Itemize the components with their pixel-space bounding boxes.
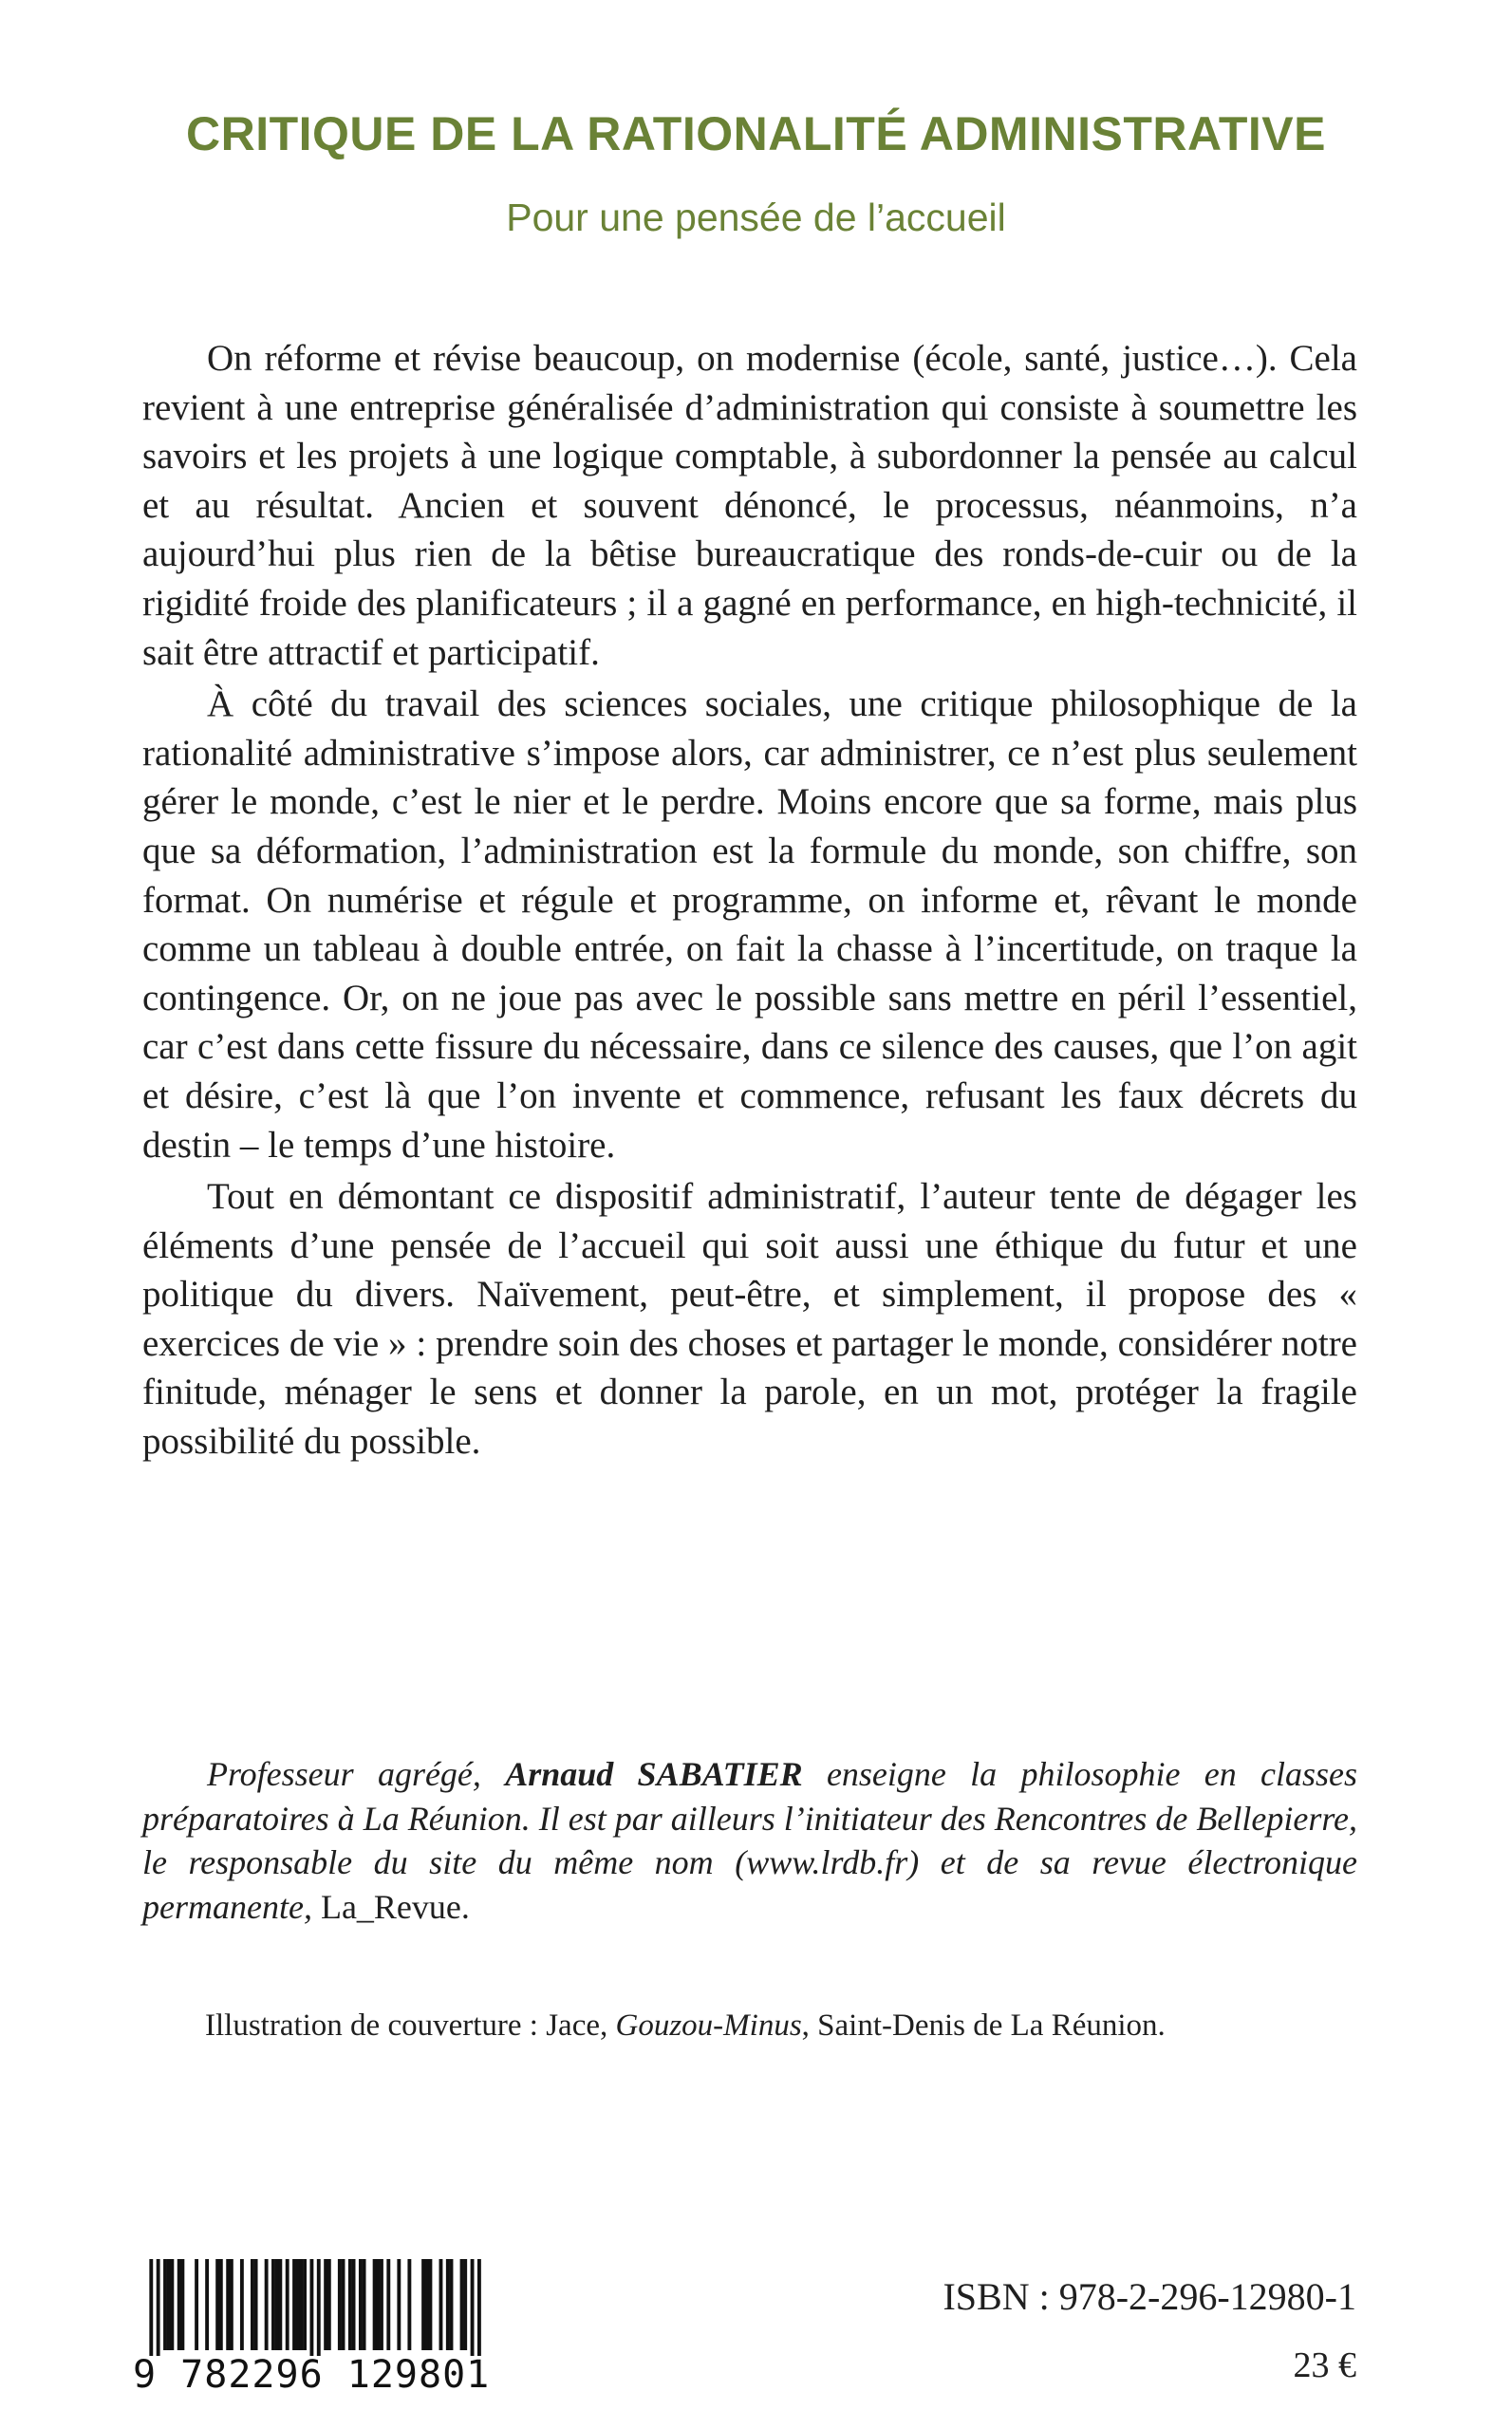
barcode-bar [251, 2259, 254, 2350]
barcode-bar [380, 2259, 383, 2350]
barcode-bar [180, 2259, 184, 2350]
barcode-bar [177, 2259, 181, 2350]
barcode-bar [292, 2259, 296, 2350]
book-subtitle: Pour une pensée de l’accueil [506, 196, 1006, 239]
barcode-bar [299, 2259, 303, 2350]
barcode-bar [309, 2259, 313, 2356]
barcode-bar [460, 2259, 464, 2350]
barcode-bars [142, 2259, 488, 2356]
barcode-bar [278, 2259, 282, 2350]
barcode-bar [446, 2259, 450, 2350]
barcode-bar [363, 2259, 366, 2350]
barcode-bar [275, 2259, 279, 2350]
barcode-bar [376, 2259, 380, 2350]
barcode-bar [352, 2259, 356, 2350]
barcode-bar [425, 2259, 429, 2350]
author-bio [142, 1752, 1357, 1929]
barcode-bar [450, 2259, 454, 2350]
barcode-bar [265, 2259, 269, 2350]
barcode-bar [348, 2259, 352, 2350]
barcode-bar [205, 2259, 209, 2350]
barcode-digits: 9 782296 129801 [133, 2353, 491, 2397]
barcode-bar [296, 2259, 300, 2350]
illustration-suffix: , Saint-Denis de La Réunion. [801, 2008, 1166, 2043]
barcode-bar [471, 2259, 475, 2356]
author-name: Arnaud SABATIER [505, 1755, 803, 1793]
barcode-bar [324, 2259, 327, 2350]
barcode-bar [397, 2259, 401, 2350]
illustration-work: Gouzou-Minus [615, 2008, 802, 2043]
barcode-bar [303, 2259, 307, 2350]
barcode-bar [463, 2259, 467, 2350]
bio-end: . [460, 1887, 470, 1926]
book-title: CRITIQUE DE LA RATIONALITÉ ADMINISTRATIVE [185, 107, 1327, 160]
barcode-bar [149, 2259, 153, 2356]
barcode-bar [439, 2259, 443, 2350]
journal-name: La_Revue [320, 1887, 461, 1926]
barcode-bar [157, 2259, 160, 2356]
barcode-bar [254, 2259, 258, 2350]
isbn: ISBN : 978-2-296-12980-1 [943, 2275, 1356, 2318]
barcode-bar [195, 2259, 198, 2350]
barcode-bar [230, 2259, 233, 2350]
illustration-credit [205, 2008, 1166, 2044]
barcode-bar [271, 2259, 275, 2350]
illustration-prefix: Illustration de couverture : Jace, [205, 2008, 616, 2043]
barcode-bar [407, 2259, 411, 2350]
barcode-bar [240, 2259, 244, 2350]
bio-text: enseigne la philosophie en classes préparatoires à La Réunion. Il est par ailleurs l’initiateur des Rencontres de Bellepierre, le responsable du site du même nom (www.lrdb.fr) et de sa revue électronique permanente, [142, 1755, 1357, 1926]
barcode-bar [226, 2259, 230, 2350]
barcode-bar [327, 2259, 331, 2350]
barcode-bar [421, 2259, 425, 2350]
bio-prefix: Professeur agrégé, [207, 1755, 506, 1793]
barcode-bar [386, 2259, 390, 2350]
blurb-paragraph-1: On réforme et révise beaucoup, on modernise (école, santé, justice…). Cela revient à une entreprise généralisée d’administration qui consiste à soumettre les savoirs et les projets à une logique comptable, à subordonner la pensée au calcul et au résultat. Ancien et souvent dénoncé, le processus, néanmoins, n’a aujourd’hui plus rien de la bêtise bureaucratique des ronds-de-cuir ou de la rigidité froide des planificateurs ; il a gagné en performance, en high-technicité, il sait être attractif et participatif. [142, 338, 1357, 673]
barcode-bar [215, 2259, 219, 2350]
price: 23 € [1293, 2345, 1356, 2385]
barcode-bar [286, 2259, 289, 2350]
barcode-bar [317, 2259, 321, 2356]
barcode-bar [428, 2259, 432, 2350]
blurb-paragraph-3: Tout en démontant ce dispositif administratif, l’auteur tente de dégager les éléments d’une pensée de l’accueil qui soit aussi une éthique du futur et une politique du divers. Naïvement, peut-être, et simplement, il propose des « exercices de vie » : prendre soin des choses et partager le monde, considérer notre finitude, ménager le sens et donner la parole, en un mot, protéger la fragile possibilité du possible. [142, 1176, 1357, 1463]
barcode-bar [373, 2259, 377, 2350]
barcode-bar [477, 2259, 481, 2356]
blurb [142, 334, 1357, 1469]
barcode-bar [338, 2259, 342, 2350]
blurb-paragraph-2: À côté du travail des sciences sociales, une critique philosophique de la rationalité administrative s’impose alors, car administrer, ce n’est plus seulement gérer le monde, c’est le nier et le perdre. Moins encore que sa forme, mais plus que sa déformation, l’administration est la formule du monde, son chiffre, son format. On numérise et régule et programme, on informe et, rêvant le monde comme un tableau à double entrée, on fait la chasse à l’incertitude, on traque la contingence. Or, on ne joue pas avec le possible sans mettre en péril l’essentiel, car c’est dans cette fissure du nécessaire, dans ce silence des causes, que l’on agit et désire, c’est là que l’on invente et commence, refusant les faux décrets du destin – le temps d’une histoire. [142, 683, 1357, 1166]
barcode-bar [359, 2259, 363, 2350]
barcode-bar [170, 2259, 174, 2350]
barcode-bar [342, 2259, 345, 2350]
barcode-bar [219, 2259, 223, 2350]
barcode-bar [167, 2259, 171, 2350]
barcode-bar [163, 2259, 167, 2350]
